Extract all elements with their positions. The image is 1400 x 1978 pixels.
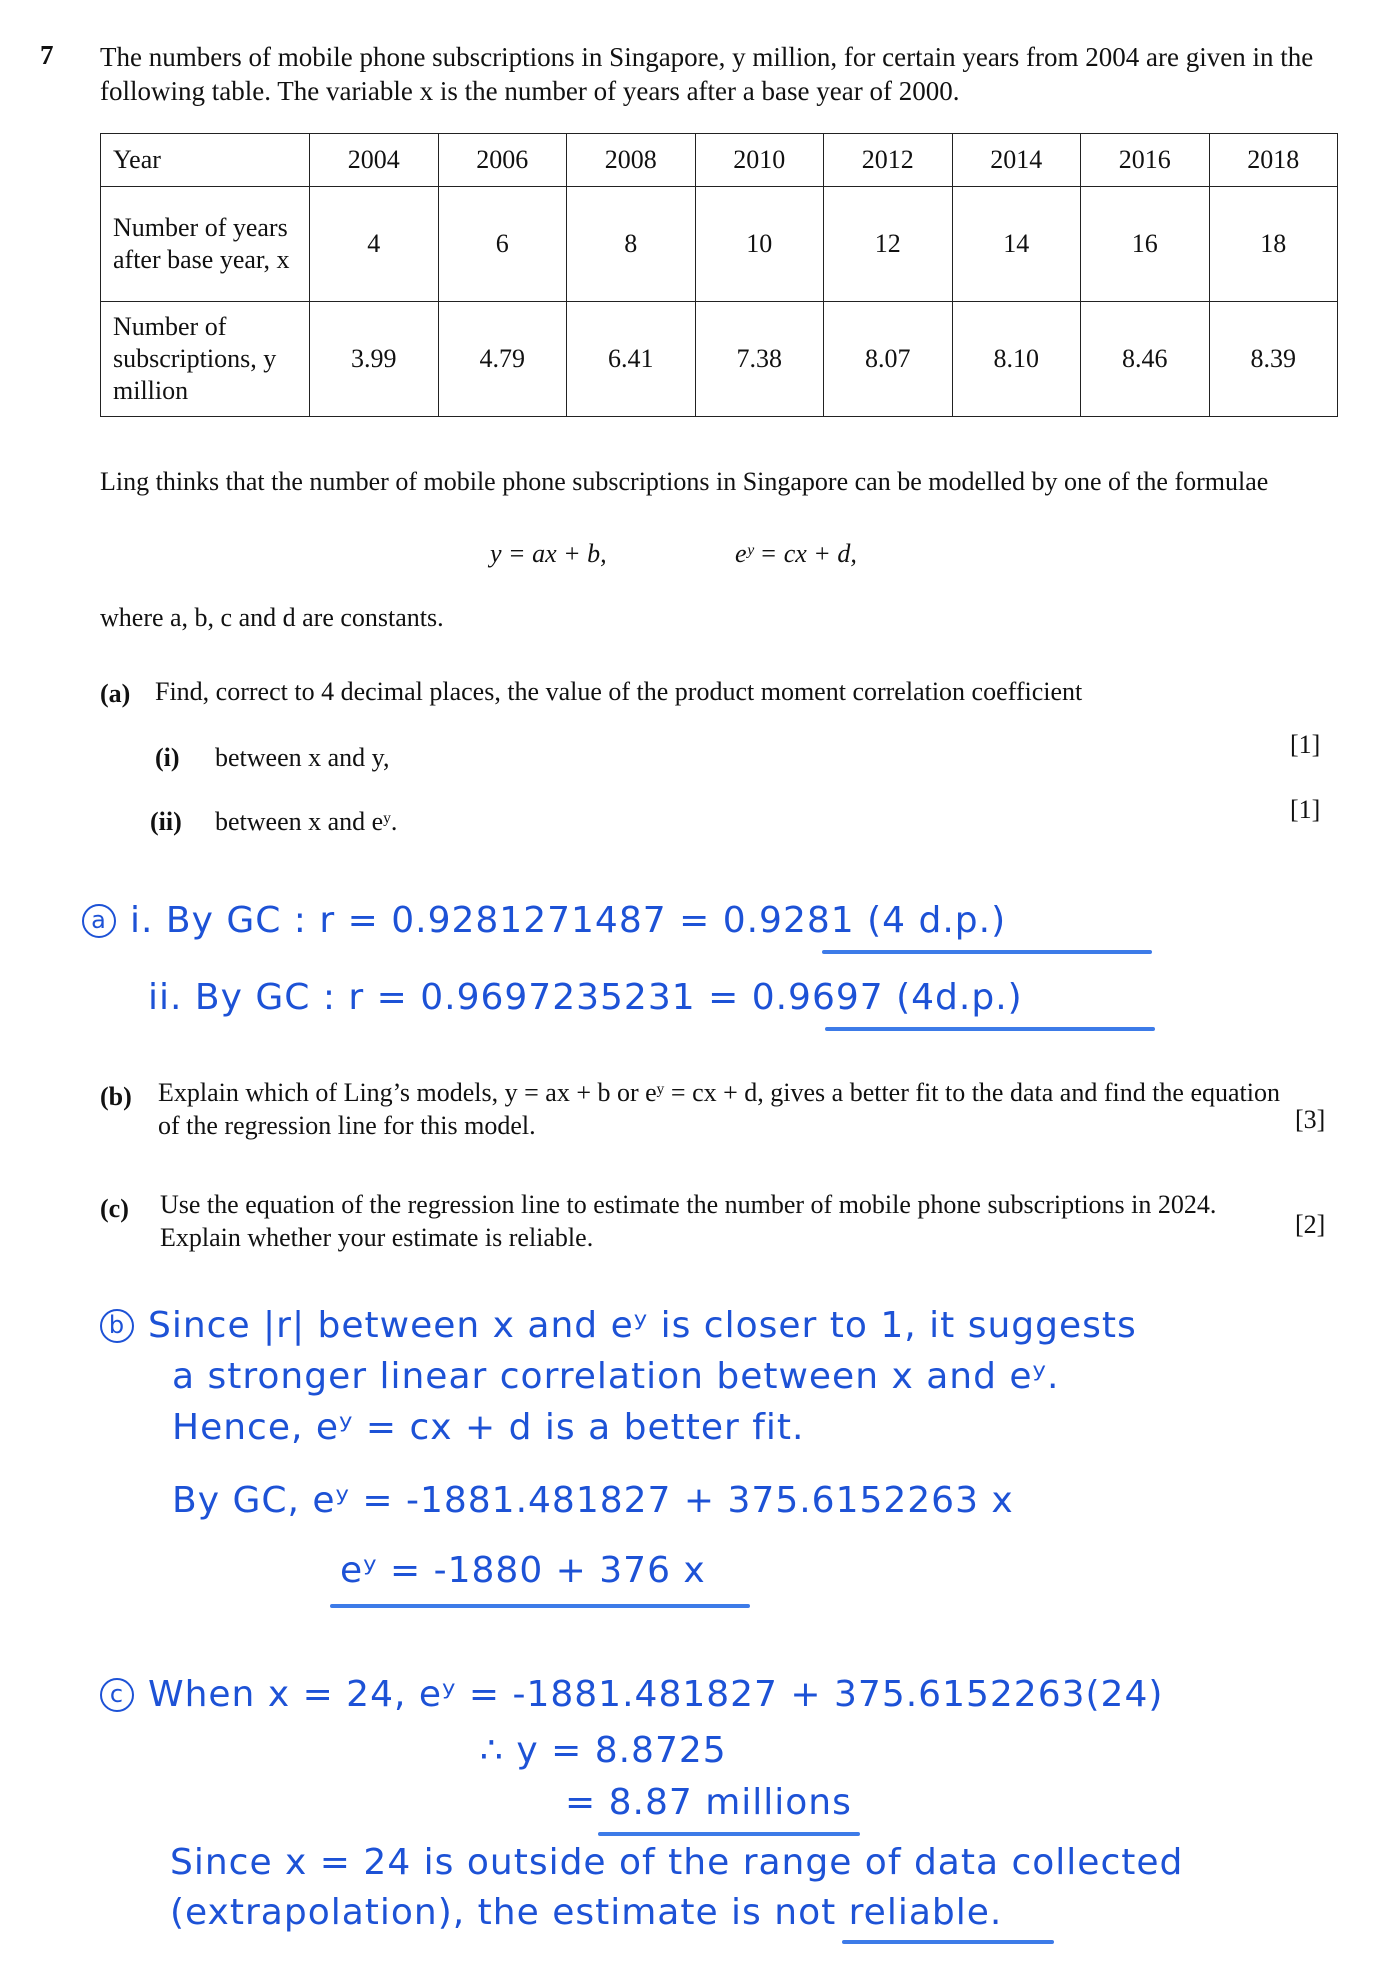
- underline-a-ii: [825, 1027, 1155, 1031]
- part-b-text: Explain which of Ling’s models, y = ax + b or eʸ = cx + d, gives a better fit to the data and find the equation of the regression line for this model.: [158, 1078, 1280, 1140]
- year-cell: 2006: [438, 134, 567, 187]
- year-cell: 2008: [567, 134, 696, 187]
- part-c-label: (c): [100, 1194, 129, 1223]
- x-cell: 16: [1081, 187, 1210, 302]
- y-cell: 8.46: [1081, 302, 1210, 417]
- data-table: [100, 133, 1338, 417]
- underline-a-i: [822, 950, 1152, 954]
- question-number: 7: [40, 40, 54, 70]
- part-a-ii-marks: [1]: [1290, 795, 1321, 824]
- part-c-marks: [2]: [1295, 1210, 1326, 1239]
- part-a-i-text: between x and y,: [215, 743, 390, 772]
- x-cell: 10: [695, 187, 824, 302]
- table-row-year: [101, 134, 1338, 187]
- table-row-y: [101, 302, 1338, 417]
- y-cell: 8.07: [824, 302, 953, 417]
- y-cell: 3.99: [310, 302, 439, 417]
- underline-not-reliable: [842, 1940, 1054, 1944]
- part-a-i-label: (i): [155, 743, 180, 772]
- year-cell: 2010: [695, 134, 824, 187]
- models-text: Ling thinks that the number of mobile phone subscriptions in Singapore can be modelled by one of the formulae: [100, 467, 1269, 496]
- y-cell: 6.41: [567, 302, 696, 417]
- answer-c-final: = 8.87 millions: [565, 1782, 852, 1823]
- underline-c: [598, 1832, 860, 1836]
- x-cell: 18: [1209, 187, 1338, 302]
- answer-a-line-ii: ii. By GC : r = 0.9697235231 = 0.9697 (4d.p.): [148, 977, 1023, 1018]
- answer-a-i-final: 0.9281 (4 d.p.): [722, 900, 1007, 941]
- x-cell: 4: [310, 187, 439, 302]
- answer-b-line-1: b Since |r| between x and eʸ is closer to 1, it suggests: [100, 1305, 1137, 1346]
- not-reliable-text: not reliable: [774, 1892, 990, 1933]
- row-label-y: Number of subscriptions, y million: [101, 302, 310, 417]
- circled-a: a: [82, 904, 116, 938]
- underline-b: [330, 1604, 750, 1608]
- part-b-label: (b): [100, 1082, 132, 1111]
- answer-a-line-i: a i. By GC : r = 0.9281271487 = 0.9281 (4 d.p.): [82, 900, 1006, 941]
- part-c-text: Use the equation of the regression line to estimate the number of mobile phone subscriptions in 2024. Explain whether your estimate is reliable.: [160, 1190, 1217, 1252]
- y-cell: 7.38: [695, 302, 824, 417]
- part-a-label: (a): [100, 679, 131, 708]
- row-label-x: Number of years after base year, x: [101, 187, 310, 302]
- formula-exponential: eʸ = cx + d,: [735, 539, 857, 568]
- answer-c-line-5: (extrapolation), the estimate is not reliable.: [170, 1892, 1003, 1933]
- part-a-text: Find, correct to 4 decimal places, the value of the product moment correlation coefficient: [155, 677, 1083, 706]
- y-cell: 8.10: [952, 302, 1081, 417]
- x-cell: 12: [824, 187, 953, 302]
- part-a-ii-label: (ii): [150, 807, 182, 836]
- year-cell: 2004: [310, 134, 439, 187]
- answer-b-line-4: By GC, eʸ = -1881.481827 + 375.6152263 x: [172, 1480, 1014, 1521]
- answer-a-ii-final: 0.9697 (4d.p.): [751, 977, 1023, 1018]
- year-cell: 2018: [1209, 134, 1338, 187]
- circled-b: b: [100, 1309, 134, 1343]
- answer-c-line-4: Since x = 24 is outside of the range of data collected: [170, 1842, 1184, 1883]
- x-cell: 6: [438, 187, 567, 302]
- constants-text: where a, b, c and d are constants.: [100, 603, 444, 632]
- answer-b-line-2: a stronger linear correlation between x and eʸ.: [172, 1356, 1060, 1397]
- y-cell: 4.79: [438, 302, 567, 417]
- year-cell: 2016: [1081, 134, 1210, 187]
- row-label-year: Year: [101, 134, 310, 187]
- y-cell: 8.39: [1209, 302, 1338, 417]
- answer-b-final: eʸ = -1880 + 376 x: [340, 1550, 706, 1591]
- answer-c-line-1: c When x = 24, eʸ = -1881.481827 + 375.6152263(24): [100, 1674, 1163, 1715]
- part-a-ii-text: between x and eʸ.: [215, 807, 398, 836]
- part-b-marks: [3]: [1295, 1105, 1326, 1134]
- question-intro: The numbers of mobile phone subscriptions in Singapore, y million, for certain years from 2004 are given in the following table. The variable x is the number of years after a base year of 2000.: [100, 42, 1314, 106]
- table-row-x: [101, 187, 1338, 302]
- x-cell: 14: [952, 187, 1081, 302]
- answer-c-line-2: ∴ y = 8.8725: [480, 1730, 727, 1771]
- year-cell: 2014: [952, 134, 1081, 187]
- part-a-i-marks: [1]: [1290, 730, 1321, 759]
- answer-b-line-3: Hence, eʸ = cx + d is a better fit.: [172, 1407, 805, 1448]
- circled-c: c: [100, 1678, 134, 1712]
- year-cell: 2012: [824, 134, 953, 187]
- formula-linear: y = ax + b,: [490, 539, 607, 568]
- x-cell: 8: [567, 187, 696, 302]
